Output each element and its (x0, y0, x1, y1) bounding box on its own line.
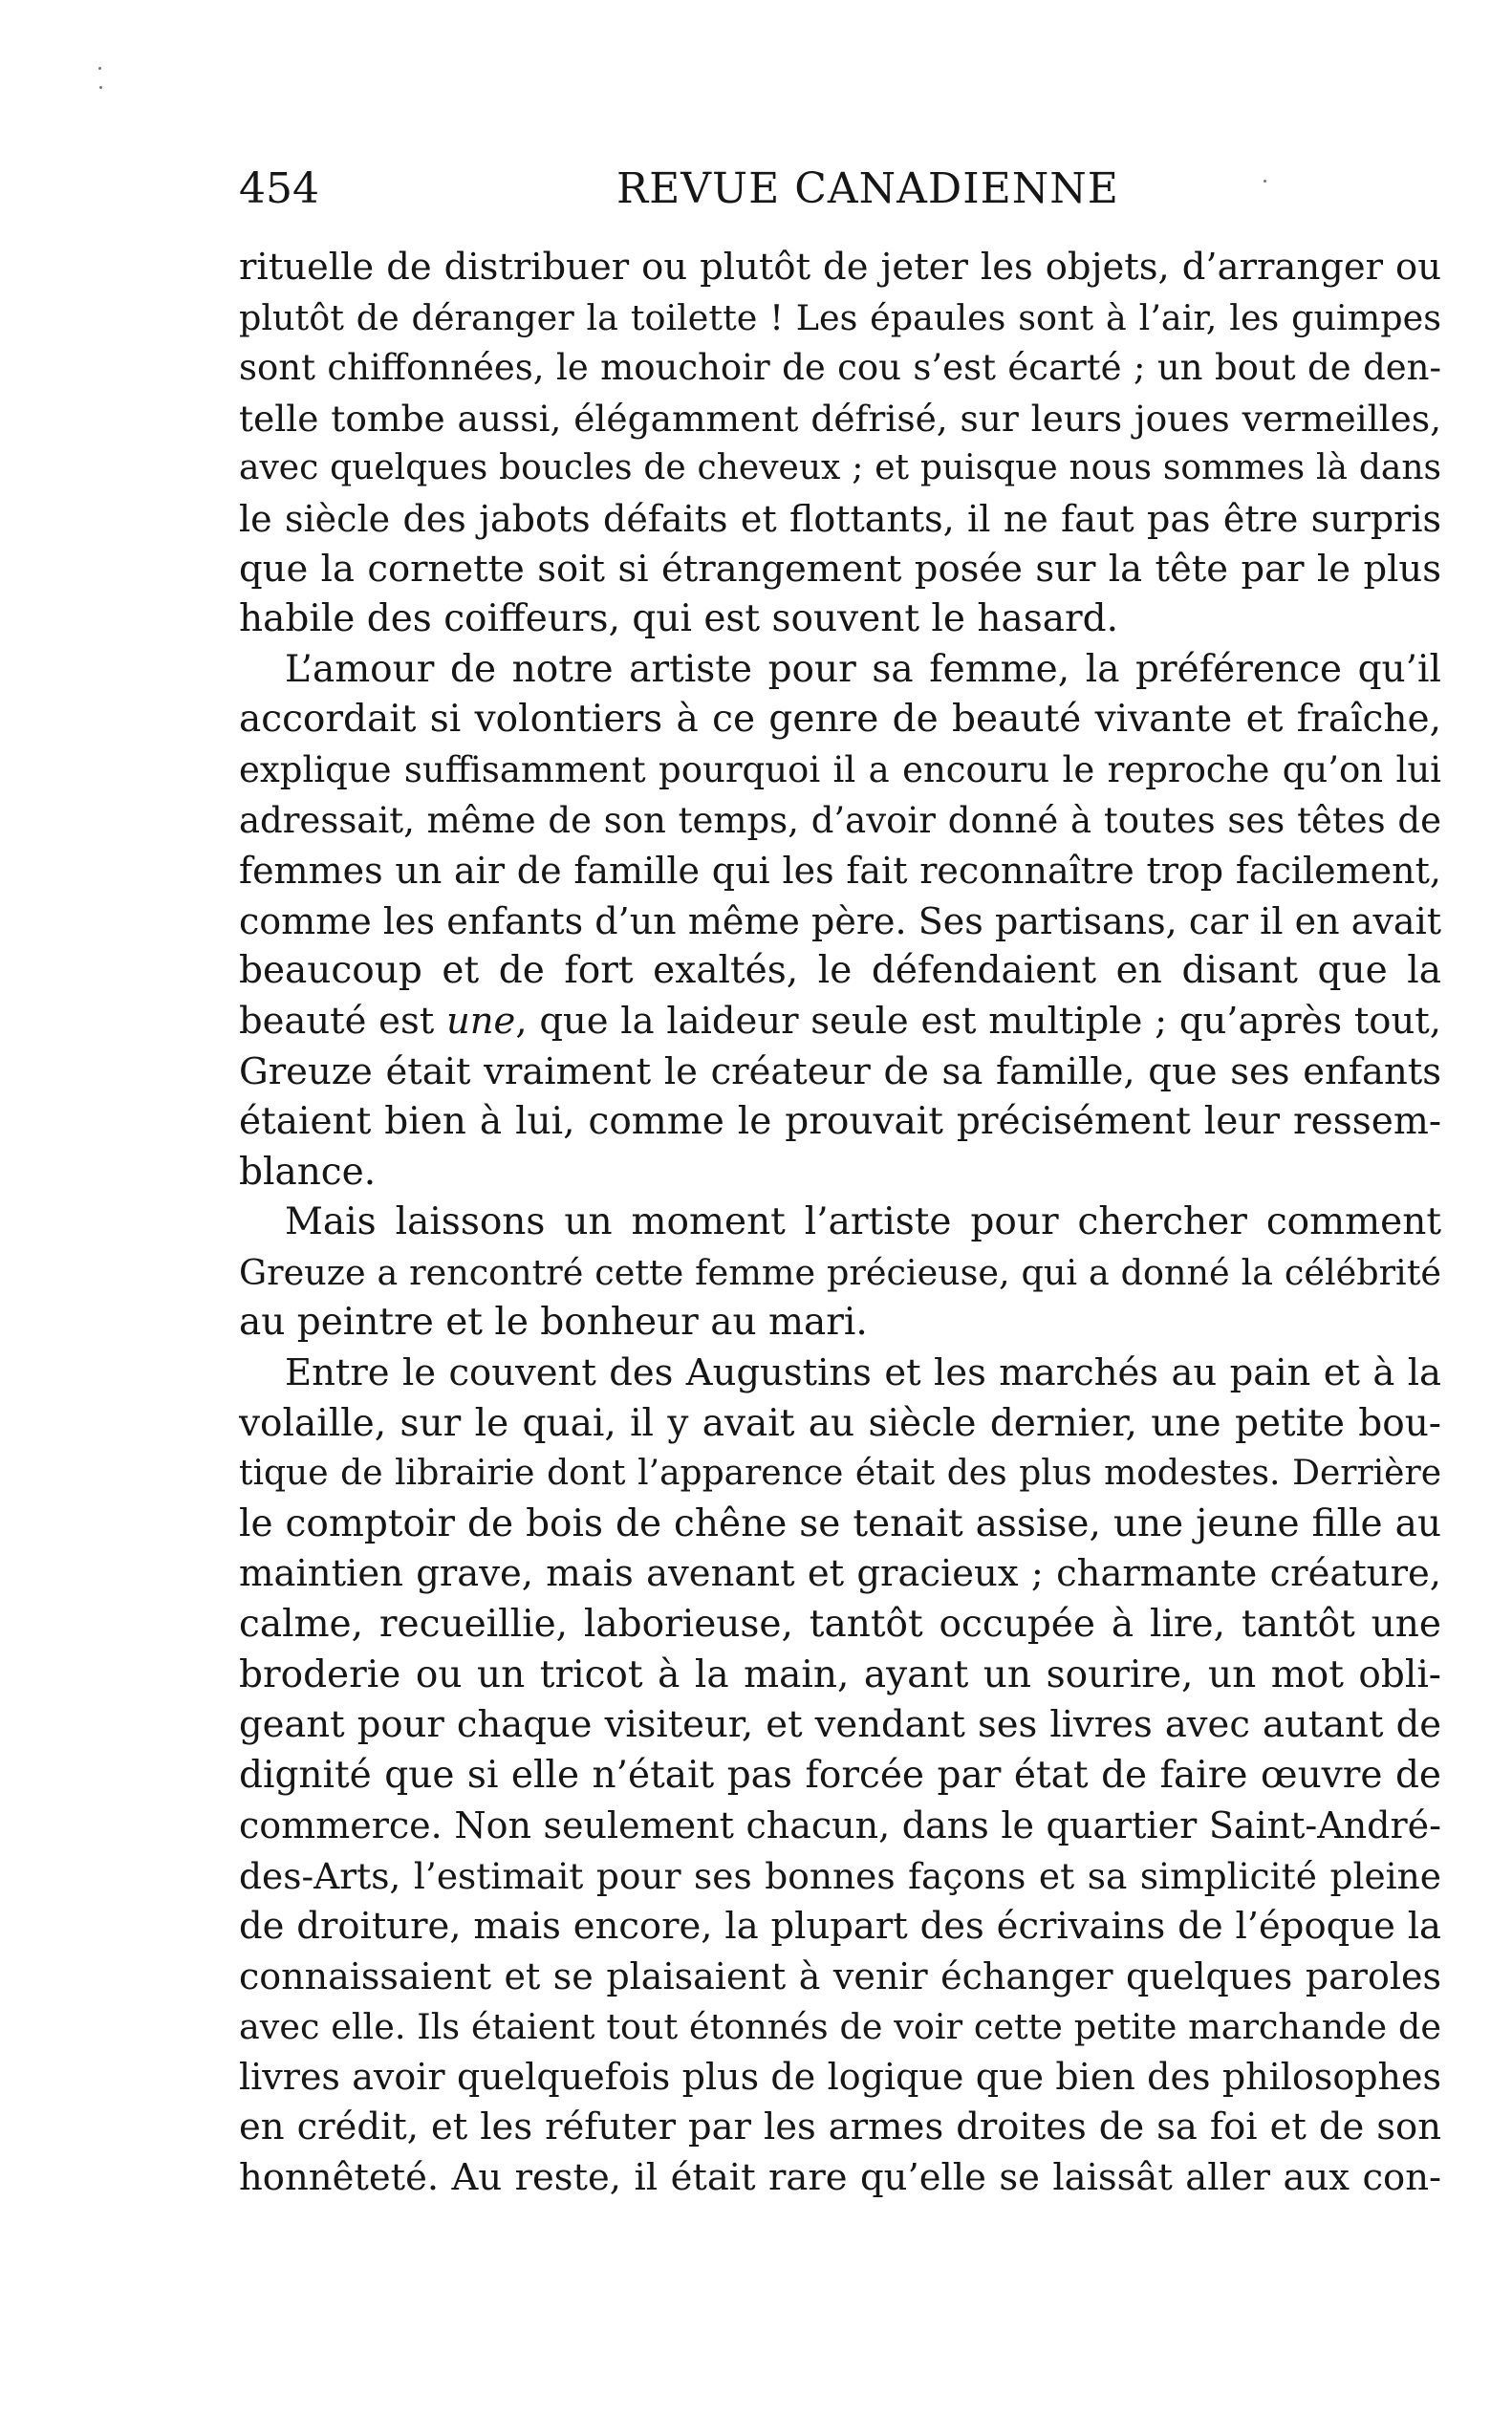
text-line: explique suffisamment pourquoi il a encouru le reproche qu’on lui (239, 748, 1441, 790)
text-line: geant pour chaque visiteur, et vendant ses livres avec autant de (239, 1703, 1441, 1747)
text-line: Greuze était vraiment le créateur de sa famille, que ses enfants (239, 1049, 1441, 1093)
paragraph-first-line: Mais laissons un moment l’artiste pour chercher comment (285, 1200, 1441, 1244)
text-line: livres avoir quelquefois plus de logique que bien des philosophes (239, 2056, 1441, 2099)
text-line: sont chiffonnées, le mouchoir de cou s’est écarté ; un bout de den- (239, 347, 1441, 389)
text-fragment: beauté est (239, 999, 446, 1043)
text-line: Greuze a rencontré cette femme précieuse, qui a donné la célébrité (239, 1251, 1441, 1293)
body-text (239, 243, 1441, 2203)
text-line: rituelle de distribuer ou plutôt de jeter les objets, d’arranger ou (239, 246, 1441, 289)
text-line: le comptoir de bois de chêne se tenait assise, une jeune fille au (239, 1501, 1441, 1545)
text-line: étaient bien à lui, comme le prouvait précisément leur ressem- (239, 1100, 1441, 1144)
text-line: de droiture, mais encore, la plupart des écrivains de l’époque la (239, 1904, 1441, 1948)
running-head (239, 161, 1441, 218)
page-number: 454 (239, 164, 319, 213)
text-line: habile des coiffeurs, qui est souvent le hasard. (239, 597, 1118, 641)
text-line: au peintre et le bonheur au mari. (239, 1301, 868, 1345)
text-line: calme, recueillie, laborieuse, tantôt occupée à lire, tantôt une (239, 1603, 1441, 1647)
text-line: le siècle des jabots défaits et flottants, il ne faut pas être surpris (239, 497, 1441, 540)
text-line: en crédit, et les réfuter par les armes droites de sa foi et de son (239, 2105, 1441, 2148)
text-line: que la cornette soit si étrangement posée sur la tête par le plus (239, 547, 1441, 591)
text-line: volaille, sur le quai, il y avait au siècle dernier, une petite bou- (239, 1401, 1441, 1445)
text-line: dignité que si elle n’était pas forcée par état de faire œuvre de (239, 1753, 1441, 1797)
text-line: commerce. Non seulement chacun, dans le quartier Saint-André- (239, 1804, 1441, 1847)
text-line: avec elle. Ils étaient tout étonnés de voir cette petite marchande de (239, 2005, 1441, 2047)
text-line: honnêteté. Au reste, il était rare qu’elle se laissât aller aux con- (239, 2155, 1441, 2199)
scan-speck (98, 67, 101, 70)
text-line: adressait, même de son temps, d’avoir donné à toutes ses têtes de (239, 799, 1441, 841)
text-fragment: , que la laideur seule est multiple ; qu’après tout, (515, 999, 1441, 1043)
text-line: femmes un air de famille qui les fait reconnaître trop facilement, (239, 850, 1441, 893)
text-line: beaucoup et de fort exaltés, le défendaient en disant que la (239, 949, 1441, 993)
text-line: telle tombe aussi, élégamment défrisé, sur leurs joues vermeilles, (239, 397, 1441, 440)
text-line: comme les enfants d’un même père. Ses partisans, car il en avait (239, 899, 1441, 942)
text-line: blance. (239, 1150, 377, 1194)
text-line: plutôt de déranger la toilette ! Les épaules sont à l’air, les guimpes (239, 296, 1441, 338)
text-line-with-italic (239, 997, 1441, 1047)
text-line: broderie ou un tricot à la main, ayant un sourire, un mot obli- (239, 1652, 1441, 1696)
italic-word: une (445, 999, 516, 1043)
text-line: des-Arts, l’estimait pour ses bonnes façons et sa simplicité pleine (239, 1855, 1441, 1897)
paragraph-first-line: L’amour de notre artiste pour sa femme, la préférence qu’il (285, 647, 1441, 691)
paragraph-first-line: Entre le couvent des Augustins et les marchés au pain et à la (285, 1351, 1441, 1395)
text-line: connaissaient et se plaisaient à venir échanger quelques paroles (239, 1955, 1441, 1998)
text-line: maintien grave, mais avenant et gracieux ; charmante créature, (239, 1552, 1441, 1596)
text-line: avec quelques boucles de cheveux ; et puisque nous sommes là dans (239, 448, 1441, 488)
text-line: accordait si volontiers à ce genre de beauté vivante et fraîche, (239, 698, 1441, 742)
scan-speck (99, 86, 102, 89)
text-line: tique de librairie dont l’apparence était des plus modestes. Derrière (239, 1454, 1441, 1494)
running-title: REVUE CANADIENNE (616, 164, 1119, 213)
